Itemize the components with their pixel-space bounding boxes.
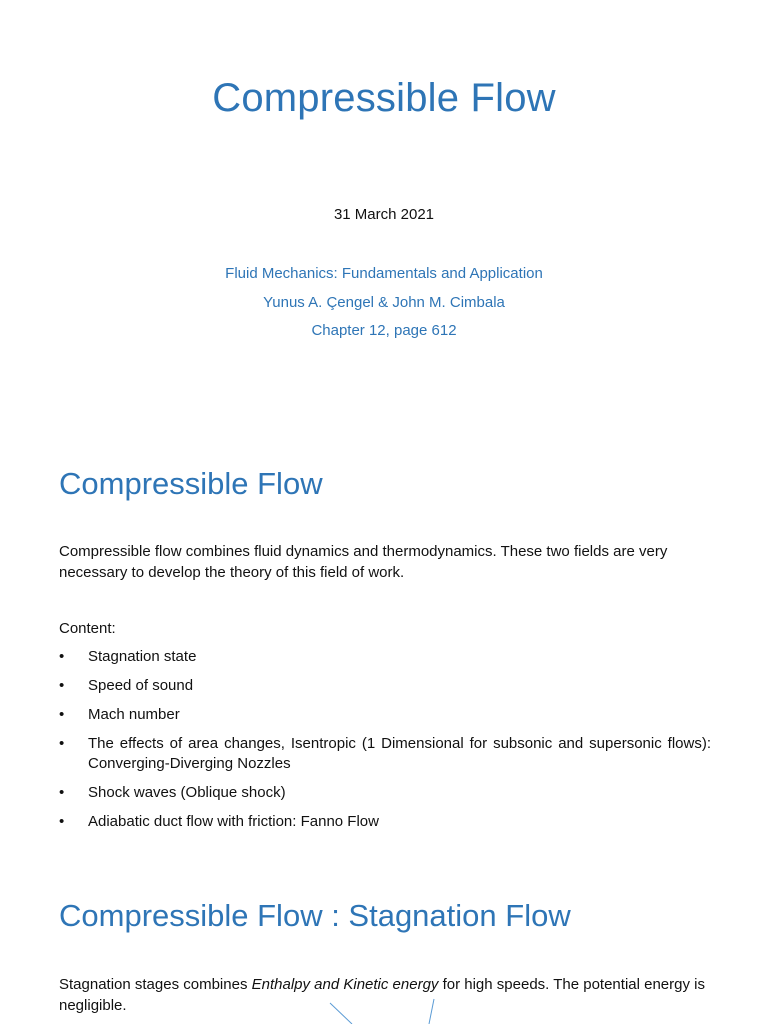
book-reference: Fluid Mechanics: Fundamentals and Application [225,265,543,282]
list-item: • Speed of sound [59,677,194,694]
intro-paragraph: Compressible flow combines fluid dynamics and thermodynamics. These two fields are very necessary to develop the theory of this field of work. [59,543,668,581]
bullet-icon: • [59,735,65,752]
content-list [59,647,711,841]
arrow-line-left [330,1003,352,1024]
annotation-arrows [0,985,768,1024]
stagnation-paragraph: Stagnation stages combines Enthalpy and Kinetic energy for high speeds. The potential energy is negligible. [59,976,705,1014]
list-item: • Adiabatic duct flow with friction: Fanno Flow [59,813,379,830]
bullet-icon: • [59,813,65,830]
section-heading-stagnation-flow: Compressible Flow : Stagnation Flow [59,898,571,933]
arrow-line-right [429,999,434,1024]
list-item: • Shock waves (Oblique shock) [59,784,286,801]
date: 31 March 2021 [333,206,435,223]
bullet-icon: • [59,706,65,723]
emphasis-text: Enthalpy and Kinetic energy [251,976,439,993]
bullet-icon: • [59,677,65,694]
list-item: • Mach number [59,706,180,723]
list-item: • Stagnation state [59,648,197,665]
section-heading-compressible-flow: Compressible Flow [59,466,323,501]
main-title: Compressible Flow [212,76,556,120]
bullet-icon: • [59,784,65,801]
chapter-reference: Chapter 12, page 612 [311,322,457,339]
authors: Yunus A. Çengel & John M. Cimbala [263,294,505,311]
list-item: • The effects of area changes, Isentropic (1 Dimensional for subsonic and supersonic flows): Converging-Diverging Nozzles [59,735,711,772]
content-label: Content: [59,620,116,637]
bullet-icon: • [59,648,65,665]
title-slide [0,0,768,440]
